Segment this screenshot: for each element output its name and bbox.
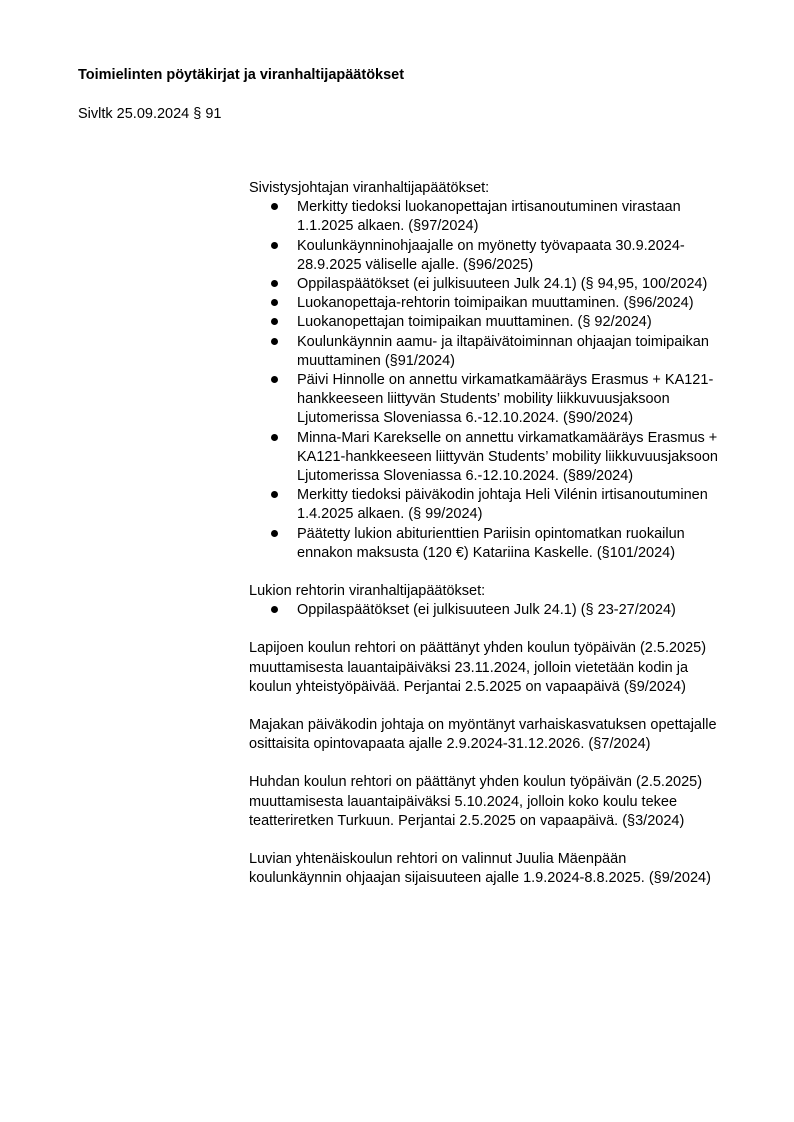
list-item: [249, 333, 719, 371]
bullet-icon: [271, 318, 278, 325]
list-item: [249, 237, 719, 275]
page-title: Toimielinten pöytäkirjat ja viranhaltijapäätökset: [78, 67, 405, 83]
bullet-icon: [271, 376, 278, 383]
decision-paragraph: Luvian yhtenäiskoulun rehtori on valinnut Juulia Mäenpään koulunkäynnin ohjaajan sijaisuuteen ajalle 1.9.2024-8.8.2025. (§9/2024): [249, 851, 711, 887]
section-heading-sivistysjohtaja: Sivistysjohtajan viranhaltijapäätökset:: [249, 180, 490, 196]
list-item-text: Merkitty tiedoksi päiväkodin johtaja Heli Vilénin irtisanoutuminen 1.4.2025 alkaen. (§ 99/2024): [297, 487, 708, 523]
list-item-text: Päivi Hinnolle on annettu virkamatkamääräys Erasmus + KA121-hankkeeseen liittyvän Students’ mobility liikkuvuusjaksoon Ljutomerissa Sloveniassa 6.-12.10.2024. (§90/2024): [297, 372, 714, 427]
document-body: [249, 179, 719, 889]
list-item-text: Minna-Mari Karekselle on annettu virkamatkamääräys Erasmus + KA121-hankkeeseen liittyvän Students’ mobility liikkuvuusjaksoon Ljutomerissa Sloveniassa 6.-12.10.2024. (§89/2024): [297, 429, 718, 485]
list-item-text: Luokanopettaja-rehtorin toimipaikan muuttaminen. (§96/2024): [297, 295, 694, 312]
list-item: [249, 313, 719, 332]
bullet-icon: [271, 299, 278, 306]
decision-paragraph: Lapijoen koulun rehtori on päättänyt yhden koulun työpäivän (2.5.2025) muuttamisesta lauantaipäiväksi 23.11.2024, jolloin vietetään kodin ja koulun yhteistyöpäivää. Perjantai 2.5.2025 on vapaapäivä (§9/2024): [249, 640, 707, 695]
list-item-text: Päätetty lukion abiturienttien Pariisin opintomatkan ruokailun ennakon maksusta (120 €) Katariina Kaskelle. (§101/2024): [297, 525, 685, 561]
bullet-icon: [271, 203, 278, 210]
section-heading-lukio: Lukion rehtorin viranhaltijapäätökset:: [249, 583, 486, 600]
meeting-reference: Sivltk 25.09.2024 § 91: [78, 106, 222, 122]
decision-paragraph: Majakan päiväkodin johtaja on myöntänyt varhaiskasvatuksen opettajalle osittaisita opintovapaata ajalle 2.9.2024-31.12.2026. (§7/2024): [249, 717, 717, 753]
bullet-icon: [271, 606, 278, 613]
list-item: [249, 198, 719, 236]
bullet-icon: [271, 338, 278, 345]
bullet-icon: [271, 242, 278, 249]
decision-list-lukio: [249, 601, 719, 620]
list-item-text: Luokanopettajan toimipaikan muuttaminen. (§ 92/2024): [297, 314, 652, 331]
list-item: [249, 601, 719, 620]
list-item: [249, 275, 719, 294]
decision-paragraph: Huhdan koulun rehtori on päättänyt yhden koulun työpäivän (2.5.2025) muuttamisesta lauantaipäiväksi 5.10.2024, jolloin koko koulu tekee teatteriretken Turkuun. Perjantai 2.5.2025 on vapaapäivä. (§3/2024): [249, 774, 703, 829]
decision-list-sivistysjohtaja: [249, 198, 719, 563]
list-item: [249, 525, 719, 563]
bullet-icon: [271, 434, 278, 441]
bullet-icon: [271, 530, 278, 537]
list-item: [249, 429, 719, 487]
list-item: [249, 294, 719, 313]
list-item-text: Oppilaspäätökset (ei julkisuuteen Julk 24.1) (§ 94,95, 100/2024): [297, 276, 708, 293]
list-item: [249, 371, 719, 429]
list-item-text: Koulunkäynnin aamu- ja iltapäivätoiminnan ohjaajan toimipaikan muuttaminen (§91/2024): [297, 333, 709, 369]
list-item: [249, 486, 719, 524]
bullet-icon: [271, 491, 278, 498]
bullet-icon: [271, 280, 278, 287]
list-item-text: Oppilaspäätökset (ei julkisuuteen Julk 24.1) (§ 23-27/2024): [297, 602, 676, 619]
list-item-text: Merkitty tiedoksi luokanopettajan irtisanoutuminen virastaan 1.1.2025 alkaen. (§97/2024): [297, 199, 681, 235]
list-item-text: Koulunkäynninohjaajalle on myönetty työvapaata 30.9.2024-28.9.2025 väliselle ajalle. (§96/2025): [297, 237, 685, 273]
